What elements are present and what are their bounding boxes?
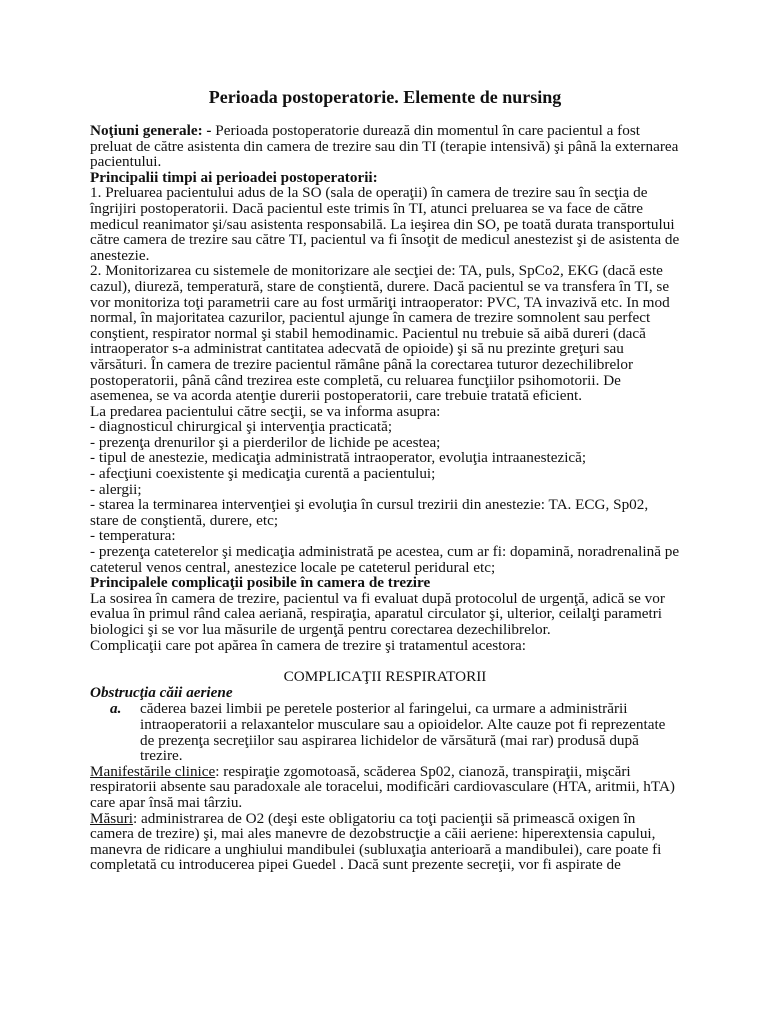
list-item: - temperatura:	[90, 527, 176, 545]
paragraph-complicatii-intro: Complicaţii care pot apărea în camera de trezire şi tratamentul acestora:	[90, 636, 526, 654]
list-item: - prezenţa cateterelor şi medicaţia administrată pe acestea, cum ar fi: dopamină, noradrenalină pe cateterul venos central, anestezice locale pe cateterul peridural etc;	[90, 543, 680, 576]
intro-label: Noţiuni generale: -	[90, 122, 212, 139]
paragraph-sosirea: La sosirea în camera de trezire, pacientul va fi evaluat după protocolul de urgenţă, adică se vor evalua în primul rând calea aeriană, respiraţia, aparatul circulator şi, ulterior, ceilalţi parametri biologici şi se vor lua măsurile de urgenţă pentru corectarea dezechilibrelor.	[90, 589, 665, 638]
manifestari-text: : respiraţie zgomotoasă, scăderea Sp02, cianoză, transpiraţii, mişcări respiratorii absente sau paradoxale ale toracelui, modificări cardiovasculare (HTA, aritmii, hTA) care apar însă mai târziu.	[90, 762, 675, 811]
list-item-a-text: căderea bazei limbii pe peretele posterior al faringelui, ca urmare a administrării intraoperatorii a relaxantelor musculare sau a opioidelor. Alte cauze pot fi reprezentate de prezenţa secreţiilor sau aspirarea lichidelor de vărsătură (mai rar) produsă după trezire.	[140, 700, 666, 765]
subheading-obstructia: Obstrucţia căii aeriene	[90, 683, 233, 701]
masuri-text: : administrarea de O2 (deşi este obligatoriu ca toţi pacienţii să primească oxigen în camera de trezire) şi, mai ales manevre de dezobstrucţie a căii aeriene: hiperextensia capului, manevra de ridicare a unghiului mandibulei (subluxaţia anterioară a mandibulei), care poate fi completată cu introducerea pipei Guedel . Dacă sunt prezente secreţii, vor fi aspirate de	[90, 809, 662, 874]
page-title: Perioada postoperatorie. Elemente de nursing	[208, 87, 562, 107]
intro-paragraph	[90, 123, 680, 170]
section-heading-complicatii: Principalele complicaţii posibile în camera de trezire	[90, 574, 431, 592]
section-heading-respiratorii: COMPLICAŢII RESPIRATORII	[283, 668, 487, 686]
manifestari-label: Manifestările clinice	[90, 762, 216, 780]
list-item: - prezenţa drenurilor şi a pierderilor de lichide pe acestea;	[90, 433, 441, 451]
intro-text: Perioada postoperatorie durează din momentul în care pacientul a fost preluat de către asistenta din camera de trezire sau din TI (terapie intensivă) şi până la externarea pacientului.	[90, 122, 679, 171]
list-item: - alergii;	[90, 480, 142, 498]
paragraph-masuri	[90, 811, 680, 873]
list-item: - afecţiuni coexistente şi medicaţia curentă a pacientului;	[90, 465, 436, 483]
paragraph-preluarea: 1. Preluarea pacientului adus de la SO (sala de operaţii) în camera de trezire sau în secţia de îngrijiri postoperatorii. Dacă pacientul este trimis în TI, atunci preluarea se va face de către medicul reanimator şi/sau asistenta responsabilă. La ieşirea din SO, pe toată durata transportului către camera de trezire sau către TI, pacientul va fi însoţit de medicul anestezist şi de asistenta de anestezie.	[90, 184, 680, 264]
section-heading-timpi: Principalii timpi ai perioadei postoperatorii:	[90, 168, 378, 186]
list-item: - tipul de anestezie, medicaţia administrată intraoperator, evoluţia intraanestezică;	[90, 449, 587, 467]
paragraph-monitorizarea: 2. Monitorizarea cu sistemele de monitorizare ale secţiei de: TA, puls, SpCo2, EKG (dacă este cazul), diureză, temperatură, stare de conştientă, durere. Dacă pacientul se va transfera în TI, se vor monitoriza toţi parametrii care au fost urmăriţi intraoperator: PVC, TA invazivă etc. In mod normal, în majoritatea cazurilor, pacientul ajunge în camera de trezire somnolent sau perfect conştient, respirator normal şi stabil hemodinamic. Pacientul nu trebuie să aibă dureri (dacă intraoperator s-a administrat cantitatea adecvată de opioide) şi să nu prezinte greţuri sau vărsături. În camera de trezire pacientul rămâne până la corectarea tuturor dezechilibrelor postoperatorii, până când trezirea este completă, cu reluarea funcţiilor psihomotorii. De asemenea, se va acorda atenţie durerii postoperatorii, care trebuie tratată eficient.	[90, 262, 670, 405]
list-item: - diagnosticul chirurgical şi intervenţia practicată;	[90, 418, 393, 436]
list-item-a	[90, 701, 680, 763]
list-item: - starea la terminarea intervenţiei şi evoluţia în cursul trezirii din anestezie: TA. ECG, Sp02, stare de conştientă, durere, etc;	[90, 496, 649, 529]
list-marker-a: a.	[110, 700, 122, 718]
spacer	[90, 653, 680, 669]
masuri-label: Măsuri	[90, 809, 134, 827]
paragraph-manifestari	[90, 764, 680, 811]
document-body	[90, 123, 680, 873]
handover-intro: La predarea pacientului către secţii, se va informa asupra:	[90, 402, 441, 420]
